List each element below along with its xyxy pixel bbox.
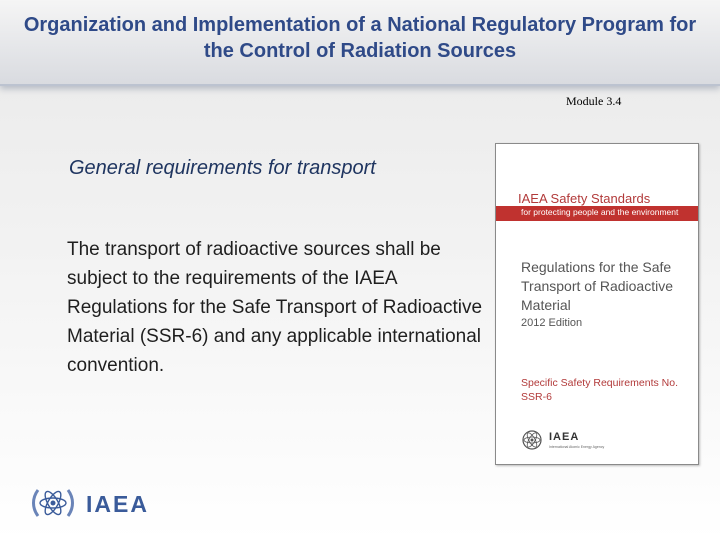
- slide-title: Organization and Implementation of a National Regulatory Program for the Control of Radiation Sources: [23, 14, 697, 62]
- title-band: [0, 0, 720, 86]
- cover-logo-text: IAEA: [549, 431, 580, 443]
- footer-logo: [28, 480, 198, 530]
- cover-series-title: IAEA Safety Standards: [518, 191, 651, 206]
- iaea-emblem-icon: [28, 480, 78, 530]
- cover-main-title: Regulations for the Safe Transport of Radioactive Material: [521, 259, 673, 313]
- section-heading: General requirements for transport: [69, 157, 376, 179]
- module-label: Module 3.4: [566, 94, 622, 108]
- publication-cover-image: [495, 143, 699, 465]
- iaea-emblem-icon: [521, 429, 543, 451]
- cover-red-band: [496, 206, 698, 221]
- footer-brand-text: IAEA: [86, 491, 149, 517]
- body-paragraph: The transport of radioactive sources shall be subject to the requirements of the IAEA Regulations for the Safe Transport of Radioactive Material (SSR-6) and any applicable international convention.: [67, 239, 483, 376]
- cover-edition: 2012 Edition: [521, 317, 583, 329]
- cover-spec-label: Specific Safety Requirements No. SSR-6: [521, 377, 678, 403]
- cover-tagline: for protecting people and the environment: [521, 207, 679, 217]
- cover-agency-name: International Atomic Energy Agency: [549, 445, 605, 449]
- cover-logo: [521, 429, 691, 451]
